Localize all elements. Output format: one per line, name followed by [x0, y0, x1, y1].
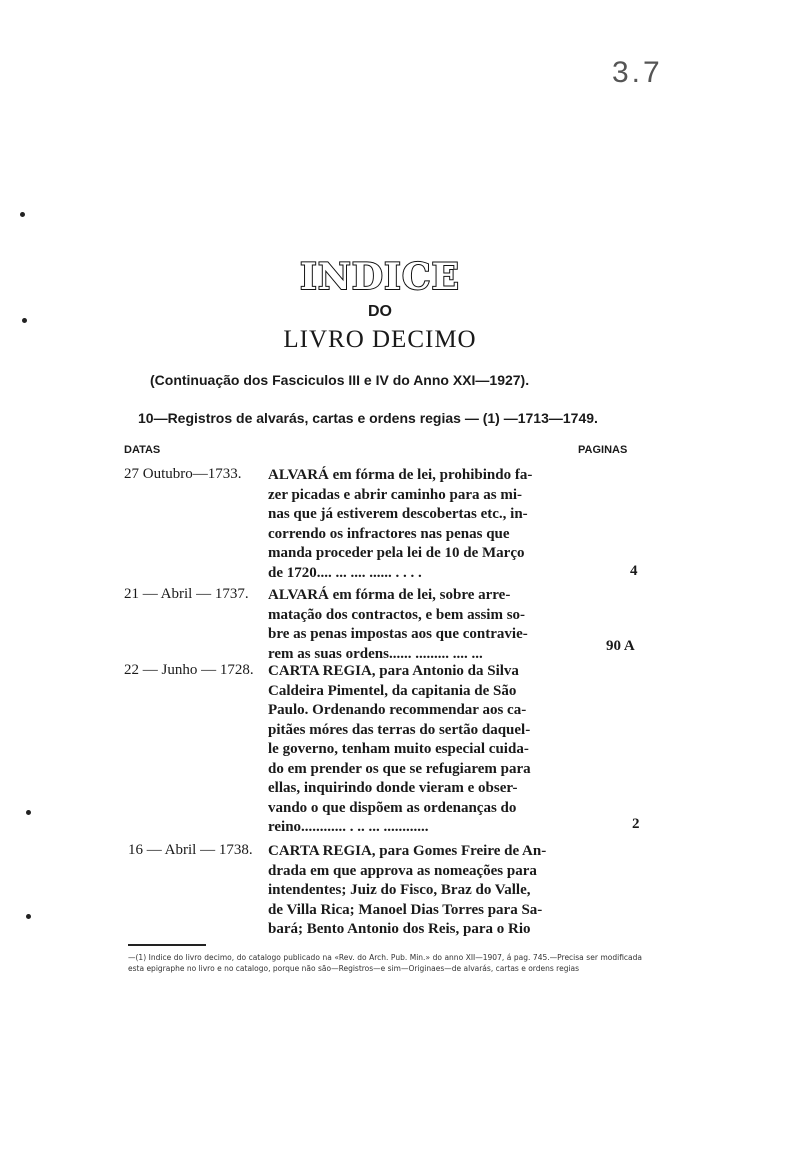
entry-line: do em prender os que se refugiarem para: [268, 760, 531, 777]
entry-body: [268, 466, 566, 583]
margin-mark: [26, 810, 31, 815]
entry-line: bre as penas impostas aos que contravie-: [268, 626, 528, 642]
footnote: —(1) Indice do livro decimo, do catalogo publicado na «Rev. do Arch. Pub. Min.» do anno XII—1907, á pag. 745.—Precisa ser modificada esta epigraphe no livro e no catalogo, porque não são—Registros—e sim—Originaes—de alvarás, cartas e ordens regias: [128, 953, 642, 973]
entry-line: de 1720.... ... .... ...... . . . .: [268, 564, 422, 581]
title-connector: DO: [368, 303, 392, 320]
entry-line: CARTA REGIA, para Antonio da Silva: [268, 663, 519, 679]
entry-line: manda proceder pela lei de 10 de Março: [268, 545, 525, 561]
entry-line: vando o que dispõem as ordenanças do: [268, 799, 517, 816]
continuation-note: (Continuação dos Fasciculos III e IV do Anno XXI—1927).: [150, 372, 530, 388]
entry-date: 27 Outubro—1733.: [124, 466, 242, 482]
entry-line: rem as suas ordens...... ......... .... ...: [268, 645, 483, 662]
entry-page: 90 A: [606, 638, 635, 654]
page-number: 3.7: [612, 56, 663, 89]
entry-line: ALVARÁ em fórma de lei, sobre arre-: [268, 587, 511, 603]
entry-line: CARTA REGIA, para Gomes Freire de An-: [268, 843, 547, 859]
margin-mark: [20, 212, 25, 217]
entry-line: le governo, tenham muito especial cuida-: [268, 741, 529, 757]
dates-column-header: DATAS: [124, 444, 161, 456]
entry-line: correndo os infractores nas penas que: [268, 525, 510, 542]
entry-date: 22 — Junho — 1728.: [124, 662, 254, 678]
entry-body: [268, 842, 566, 940]
entry-line: matação dos contractos, e bem assim so-: [268, 606, 526, 623]
pages-column-header: PAGINAS: [578, 444, 628, 456]
entry-line: de Villa Rica; Manoel Dias Torres para Sa-: [268, 901, 543, 918]
margin-mark: [26, 914, 31, 919]
entry-page: 4: [630, 563, 638, 579]
entry-line: ALVARÁ em fórma de lei, prohibindo fa-: [268, 467, 533, 483]
book-title: LIVRO DECIMO: [283, 326, 477, 353]
entry-line: pitães móres das terras do sertão daquel-: [268, 721, 531, 738]
entry-line: zer picadas e abrir caminho para as mi-: [268, 486, 523, 503]
index-title: INDICE: [300, 256, 460, 298]
entry-line: bará; Bento Antonio dos Reis, para o Rio: [268, 921, 531, 937]
entry-line: reino............ . .. ... ............: [268, 819, 429, 835]
entry-page: 2: [632, 816, 640, 832]
entry-line: Caldeira Pimentel, da capitania de São: [268, 682, 517, 699]
entry-line: drada em que approva as nomeações para: [268, 862, 537, 879]
entry-line: intendentes; Juiz do Fisco, Braz do Valle,: [268, 882, 531, 898]
entry-line: ellas, inquirindo donde vieram e obser-: [268, 780, 518, 796]
entry-line: nas que já estiverem descobertas etc., in-: [268, 506, 528, 522]
entry-date: 16 — Abril — 1738.: [128, 842, 253, 858]
entry-body: [268, 586, 566, 664]
entry-body: [268, 662, 566, 838]
footnote-rule: [128, 944, 206, 946]
entry-date: 21 — Abril — 1737.: [124, 586, 249, 602]
entry-line: Paulo. Ordenando recommendar aos ca-: [268, 702, 527, 718]
section-heading: 10—Registros de alvarás, cartas e ordens regias — (1) —1713—1749.: [138, 410, 598, 426]
